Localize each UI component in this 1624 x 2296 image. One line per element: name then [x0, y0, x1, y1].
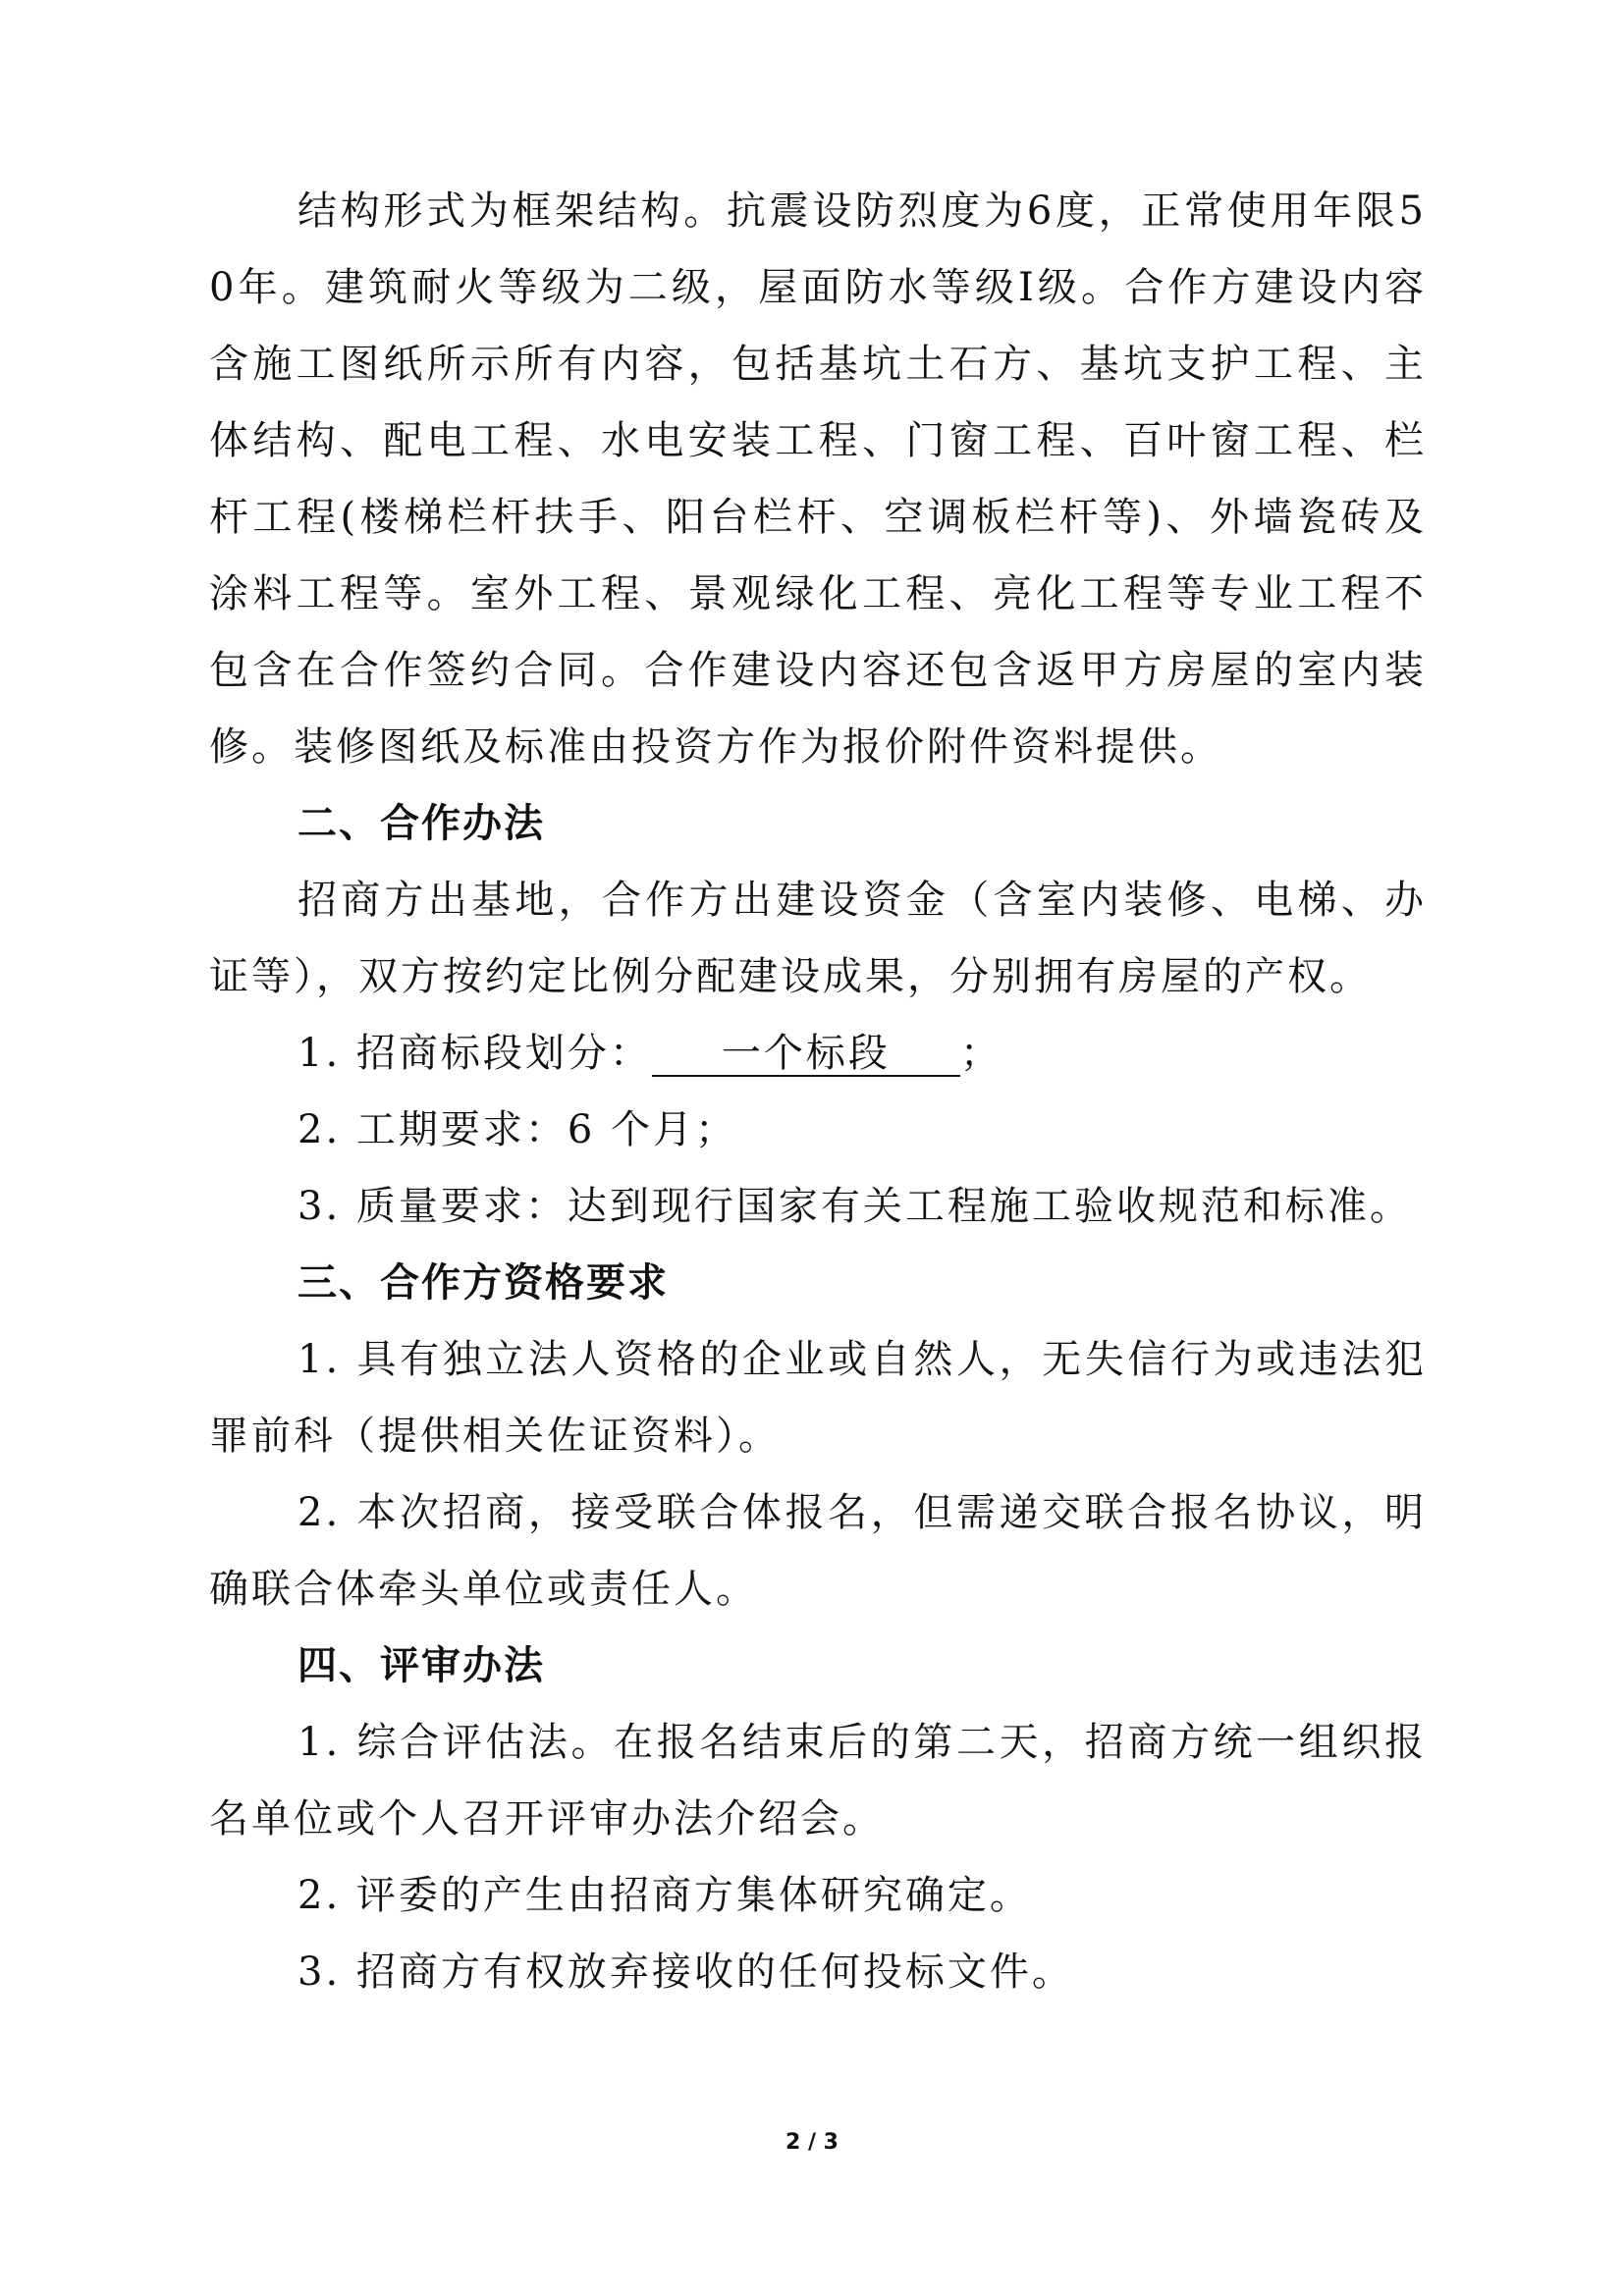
item-judges: 2. 评委的产生由招商方集体研究确定。 [298, 1873, 1032, 1918]
heading-cooperation-method: 二、合作办法 [298, 801, 545, 846]
item-legal-entity: 1. 具有独立法人资格的企业或自然人，无失信行为或违法犯罪前科（提供相关佐证资料）。 [209, 1337, 1427, 1459]
item-consortium: 2. 本次招商，接受联合体报名，但需递交联合报名协议，明确联合体牵头单位或责任人。 [209, 1490, 1427, 1612]
item-bid-section-value: 一个标段 [652, 1032, 960, 1077]
item-reject-right: 3. 招商方有权放弃接收的任何投标文件。 [298, 1949, 1074, 1995]
item-bid-section-label: 1. 招商标段划分： [298, 1031, 652, 1076]
item-evaluation-method: 1. 综合评估法。在报名结束后的第二天，招商方统一组织报名单位或个人召开评审办法介绍会。 [209, 1720, 1427, 1842]
item-bid-section [209, 1015, 1427, 1092]
heading-qualification: 三、合作方资格要求 [298, 1260, 669, 1306]
paragraph-cooperation-intro: 招商方出基地，合作方出建设资金（含室内装修、电梯、办证等），双方按约定比例分配建设成果，分别拥有房屋的产权。 [209, 878, 1427, 999]
heading-evaluation: 四、评审办法 [298, 1643, 545, 1688]
item-schedule: 2. 工期要求：6 个月； [298, 1107, 738, 1152]
paragraph-structure: 结构形式为框架结构。抗震设防烈度为6度，正常使用年限50年。建筑耐火等级为二级，屋面防水等级Ⅰ级。合作方建设内容含施工图纸所示所有内容，包括基坑土石方、基坑支护工程、主体结构、配电工程、水电安装工程、门窗工程、百叶窗工程、栏杆工程(楼梯栏杆扶手、阳台栏杆、空调板栏杆等)、外墙瓷砖及涂料工程等。室外工程、景观绿化工程、亮化工程等专业工程不包含在合作签约合同。合作建设内容还包含返甲方房屋的室内装修。装修图纸及标准由投资方作为报价附件资料提供。 [209, 188, 1427, 770]
item-quality: 3. 质量要求：达到现行国家有关工程施工验收规范和标准。 [298, 1184, 1412, 1229]
document-body [209, 173, 1427, 2010]
item-bid-section-end: ； [959, 1031, 1002, 1076]
page-number: 2 / 3 [785, 2130, 839, 2155]
